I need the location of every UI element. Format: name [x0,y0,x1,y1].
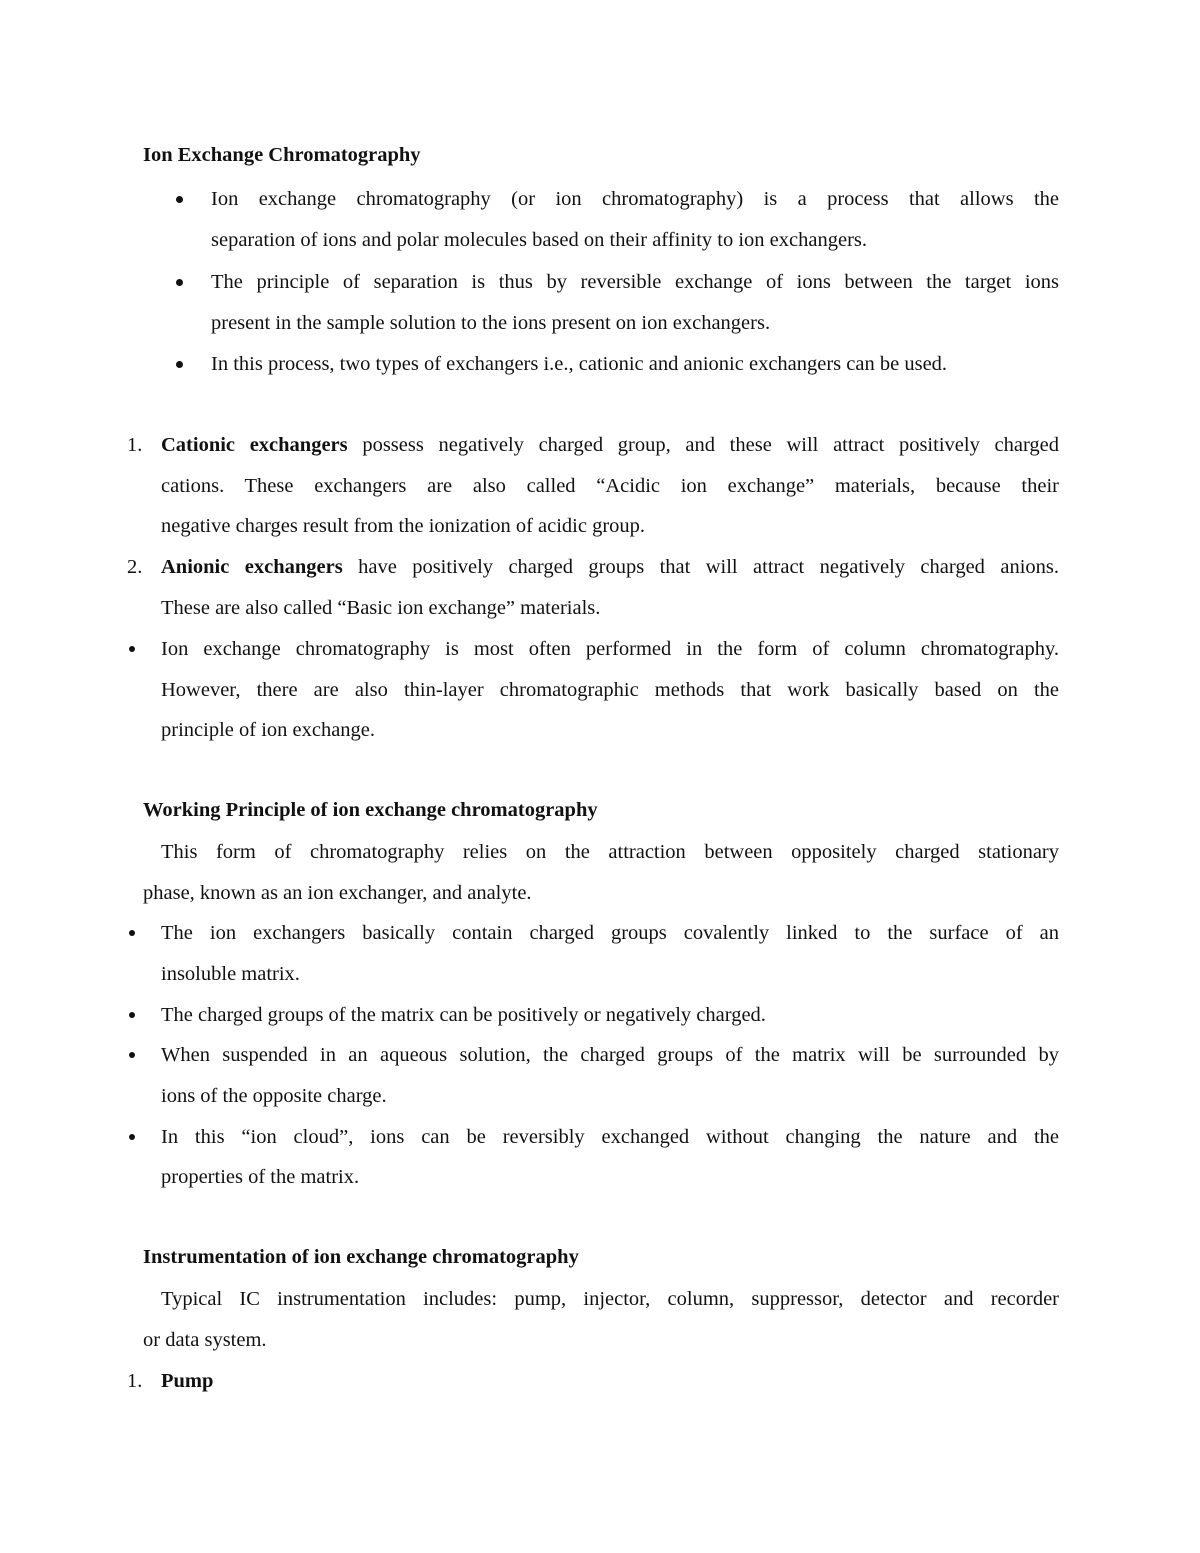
bullet-icon [129,930,135,936]
section-heading-working-principle: Working Principle of ion exchange chromatography [143,799,598,821]
term-description: have positively charged groups that will attract negatively charged anions. [342,556,1059,578]
bullet-line: principle of ion exchange. [161,719,376,741]
bullet-line: In this process, two types of exchangers i.e., cationic and anionic exchangers can be used. [211,353,948,375]
section-heading-instrumentation: Instrumentation of ion exchange chromatography [143,1246,579,1268]
term-anionic-exchangers: Anionic exchangers [161,556,343,578]
exchanger-first-line [161,555,1059,579]
page-title: Ion Exchange Chromatography [143,144,421,166]
bullet-line: present in the sample solution to the ions present on ion exchangers. [211,312,771,334]
term-cationic-exchangers: Cationic exchangers [161,434,348,456]
exchanger-line: These are also called “Basic ion exchange” materials. [161,597,601,619]
bullet-line: However, there are also thin-layer chromatographic methods that work basically based on the [161,679,1059,701]
bullet-line: insoluble matrix. [161,963,300,985]
bullet-line: In this “ion cloud”, ions can be reversibly exchanged without changing the nature and the [161,1126,1059,1148]
bullet-line: separation of ions and polar molecules based on their affinity to ion exchangers. [211,229,867,251]
bullet-line: When suspended in an aqueous solution, the charged groups of the matrix will be surrounded by [161,1044,1059,1066]
exchanger-line: negative charges result from the ionization of acidic group. [161,515,646,537]
bullet-line: Ion exchange chromatography is most often performed in the form of column chromatography. [161,638,1059,660]
bullet-line: Ion exchange chromatography (or ion chromatography) is a process that allows the [211,188,1059,210]
list-number: 2. [127,556,143,578]
paragraph-line: This form of chromatography relies on the attraction between oppositely charged stationary [161,841,1059,863]
paragraph-line: phase, known as an ion exchanger, and analyte. [143,882,532,904]
paragraph-line: or data system. [143,1329,267,1351]
bullet-line: The charged groups of the matrix can be positively or negatively charged. [161,1004,766,1026]
exchanger-first-line [161,433,1059,457]
bullet-icon [129,646,135,652]
bullet-line: properties of the matrix. [161,1166,360,1188]
bullet-icon [176,361,183,368]
term-description: possess negatively charged group, and these will attract positively charged [347,434,1060,456]
bullet-icon [129,1012,135,1018]
bullet-line: The principle of separation is thus by reversible exchange of ions between the target ions [211,271,1059,293]
bullet-icon [129,1052,135,1058]
bullet-line: ions of the opposite charge. [161,1085,387,1107]
bullet-line: The ion exchangers basically contain charged groups covalently linked to the surface of an [161,922,1059,944]
bullet-icon [176,279,183,286]
exchanger-line: cations. These exchangers are also called “Acidic ion exchange” materials, because their [161,475,1059,497]
list-number: 1. [127,434,143,456]
list-number: 1. [127,1370,143,1392]
paragraph-line: Typical IC instrumentation includes: pump, injector, column, suppressor, detector and recorder [161,1288,1059,1310]
list-item [161,1369,213,1393]
bullet-icon [129,1134,135,1140]
bullet-icon [176,196,183,203]
item-pump: Pump [161,1370,214,1392]
